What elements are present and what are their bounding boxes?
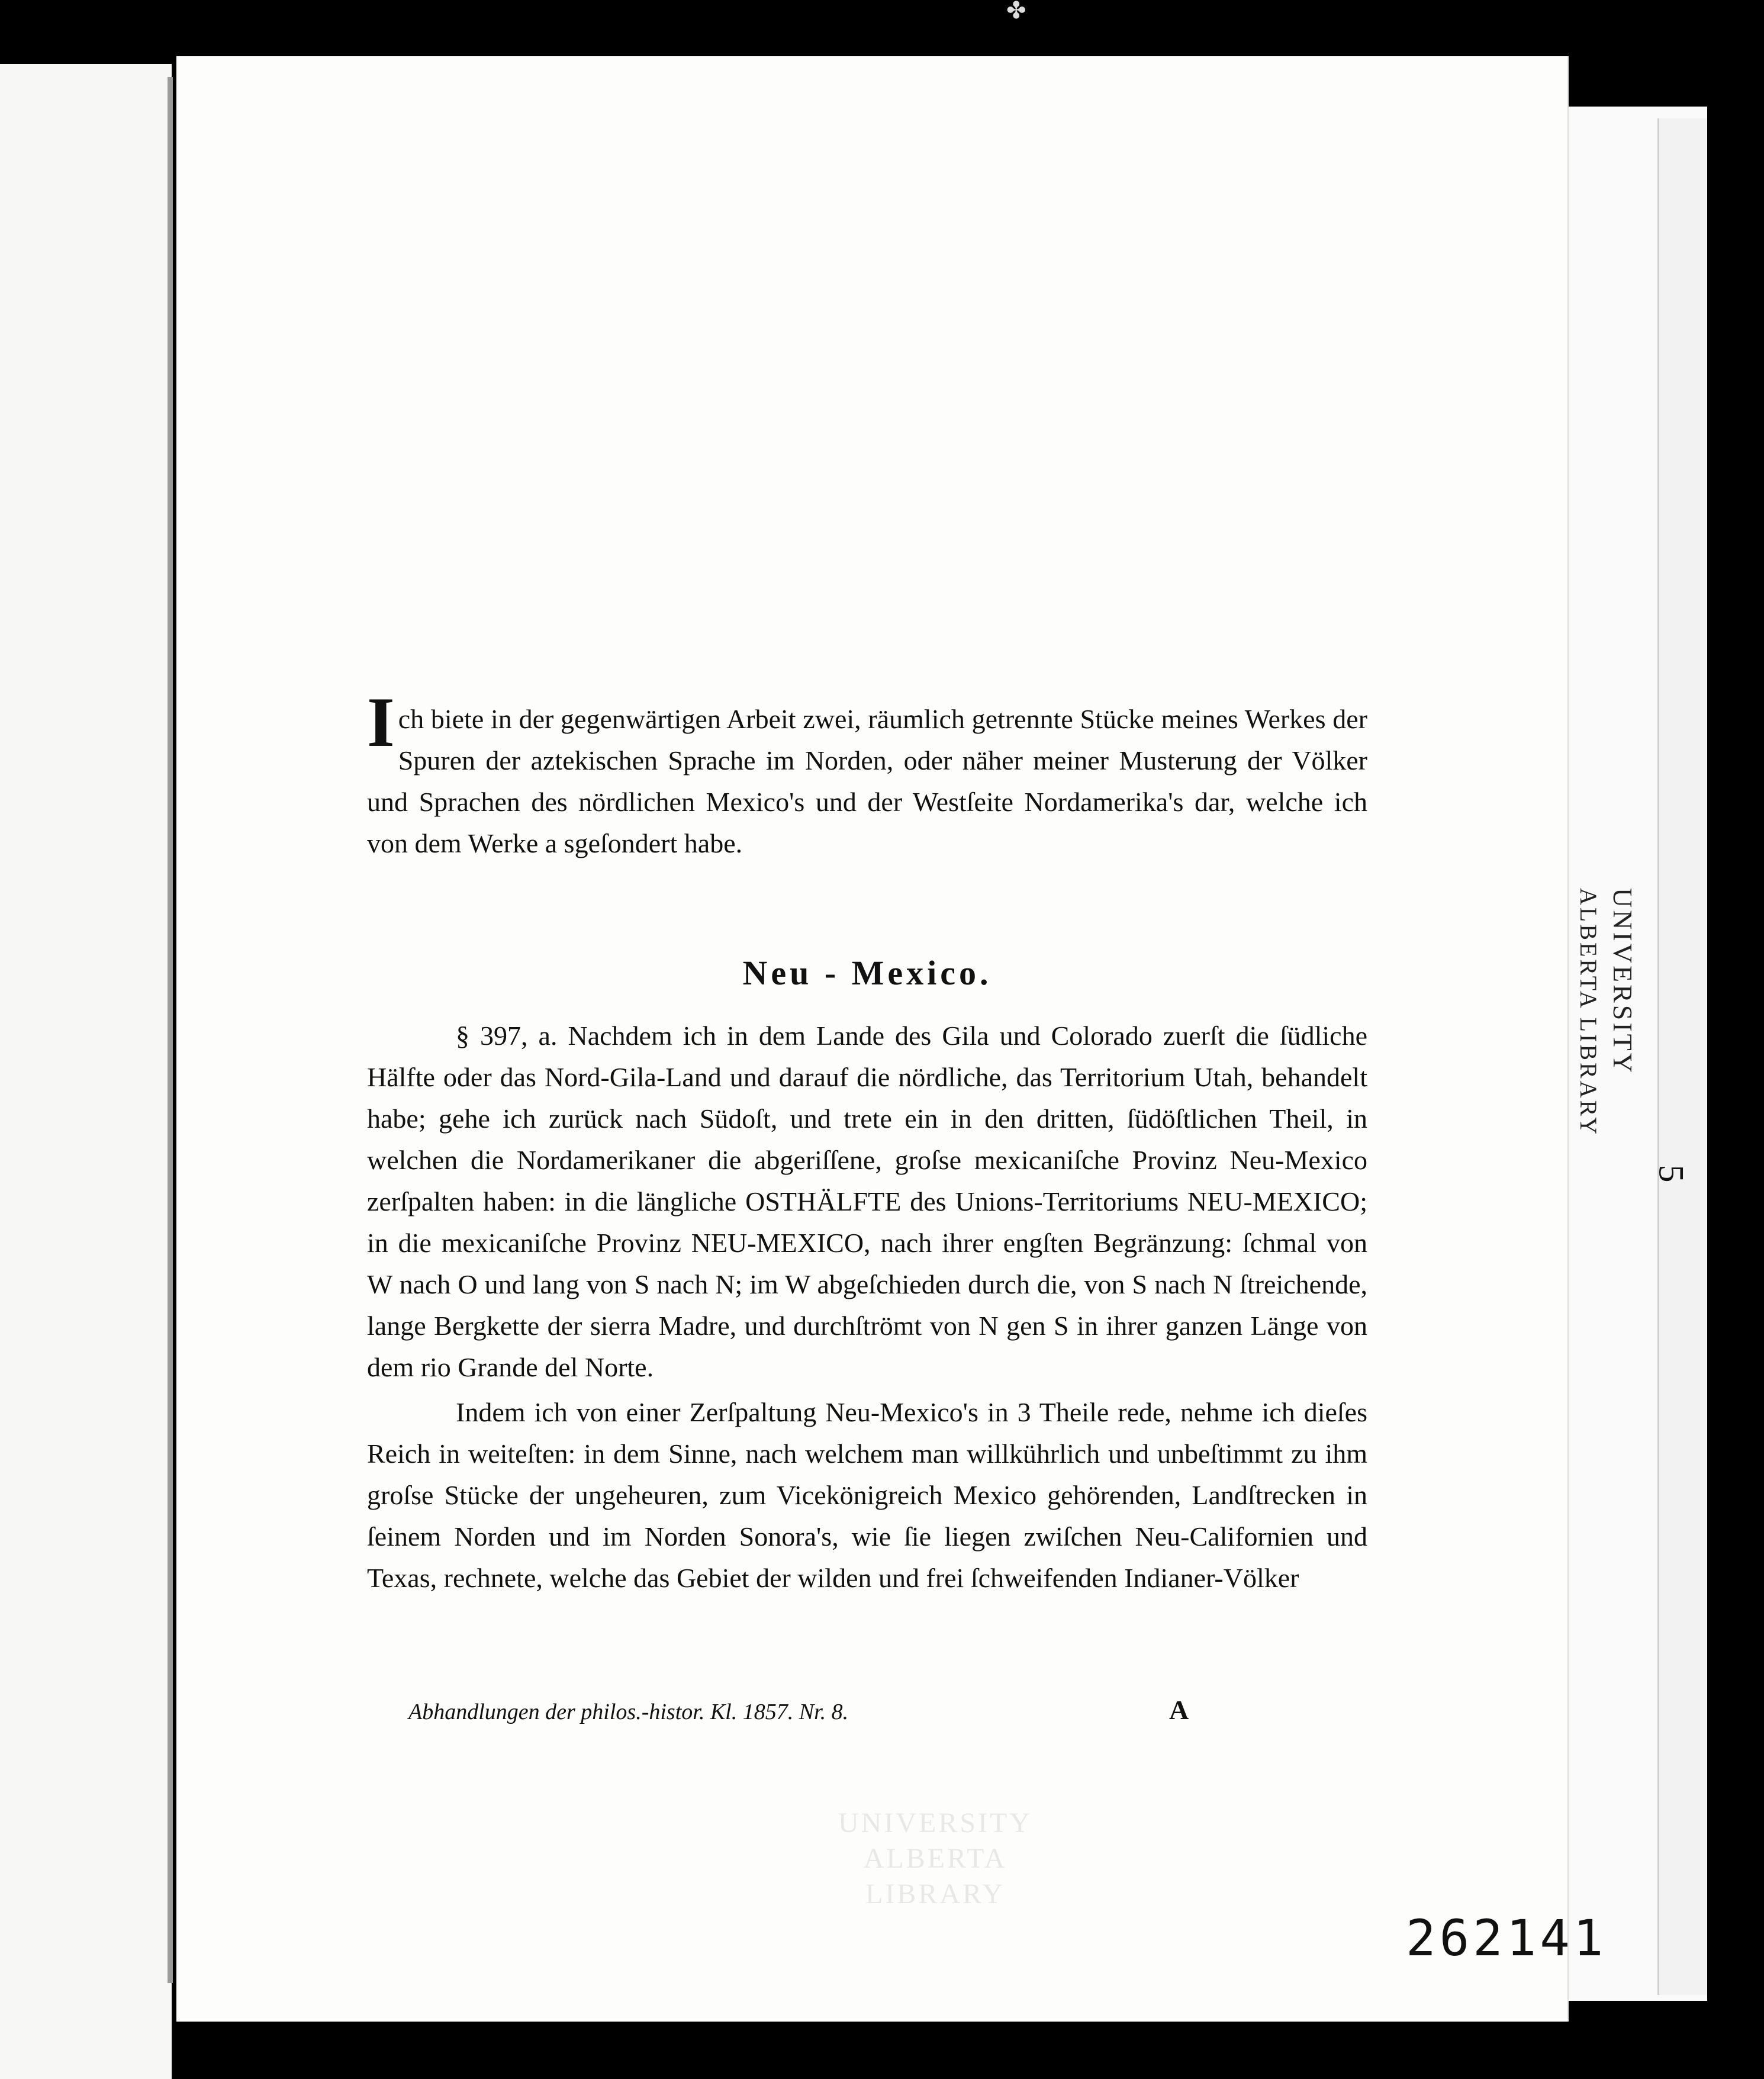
signature-mark: A [1169, 1695, 1189, 1725]
paragraph-second: Indem ich von einer Zerſpaltung Neu-Mexico's in 3 Theile rede, nehme ich dieſes Reich in weiteſten: in dem Sinne, nach welchem man willkührlich und unbeſtimmt zu ihm groſse Stücke der ungeheuren, zum Vicekönigreich Mexico gehörenden, Landſtrecken in ſeinem Norden und im Norden Sonora's, wie ſie liegen zwiſchen Neu-Californien und Texas, rechnete, welche das Gebiet der wilden und frei ſchweifenden Indianer-Völker [367, 1397, 1367, 1593]
paragraph-397a: § 397, a. Nachdem ich in dem Lande des Gila und Colorado zuerſt die ſüdliche Hälfte oder das Nord-Gila-Land und darauf die nördliche, das Territorium Utah, behandelt habe; gehe ich zurück nach Südoſt, und trete ein in den dritten, ſüdöſtlichen Theil, in welchen die Nordamerikaner die abgeriſſene, groſse mexicaniſche Provinz Neu-Mexico zerſpalten haben: in die längliche OSTHÄLFTE des Unions-Territoriums NEU-MEXICO; in die mexicaniſche Provinz NEU-MEXICO, nach ihrer engſten Begränzung: ſchmal von W nach O und lang von S nach N; im W abgeſchieden durch die, von S nach N ſtreichende, lange Bergkette der sierra Madre, und durchſtrömt von N gen S in ihrer ganzen Länge von dem rio Grande del Norte. [367, 1021, 1367, 1382]
intro-block [367, 683, 1367, 864]
body-text [367, 1015, 1367, 1599]
stamp-line-2: ALBERTA LIBRARY [1575, 888, 1602, 1137]
ghost-stamp-line-2: ALBERTA LIBRARY [863, 1843, 1007, 1910]
journal-footer: Abhandlungen der philos.-histor. Kl. 1857. Nr. 8. [408, 1700, 849, 1724]
back-page-edge-outer [1657, 118, 1707, 1995]
left-facing-page [0, 64, 172, 2079]
intro-paragraph: Ich biete in der gegenwärtigen Arbeit zwei, räumlich getrennte Stücke meines Werkes der Spuren der aztekischen Sprache im Norden, oder näher meiner Musterung der Völker und Sprachen des nördlichen Mexico's und der Westſeite Nordamerika's dar, welche ich von dem Werke a sgeſondert habe. [367, 683, 1367, 858]
faint-bleedthrough-stamp [811, 1806, 1060, 1912]
page-fold-shadow [168, 77, 173, 1983]
scan-smudge: ✤ [1006, 0, 1026, 24]
stamp-line-1: UNIVERSITY [1608, 888, 1638, 1075]
stamp-number: 5 [1652, 1164, 1691, 1183]
ghost-stamp-line-1: UNIVERSITY [838, 1807, 1032, 1839]
accession-number: 262141 [1406, 1909, 1607, 1967]
library-stamp [1571, 888, 1640, 1137]
section-heading: Neu - Mexico. [742, 954, 992, 992]
